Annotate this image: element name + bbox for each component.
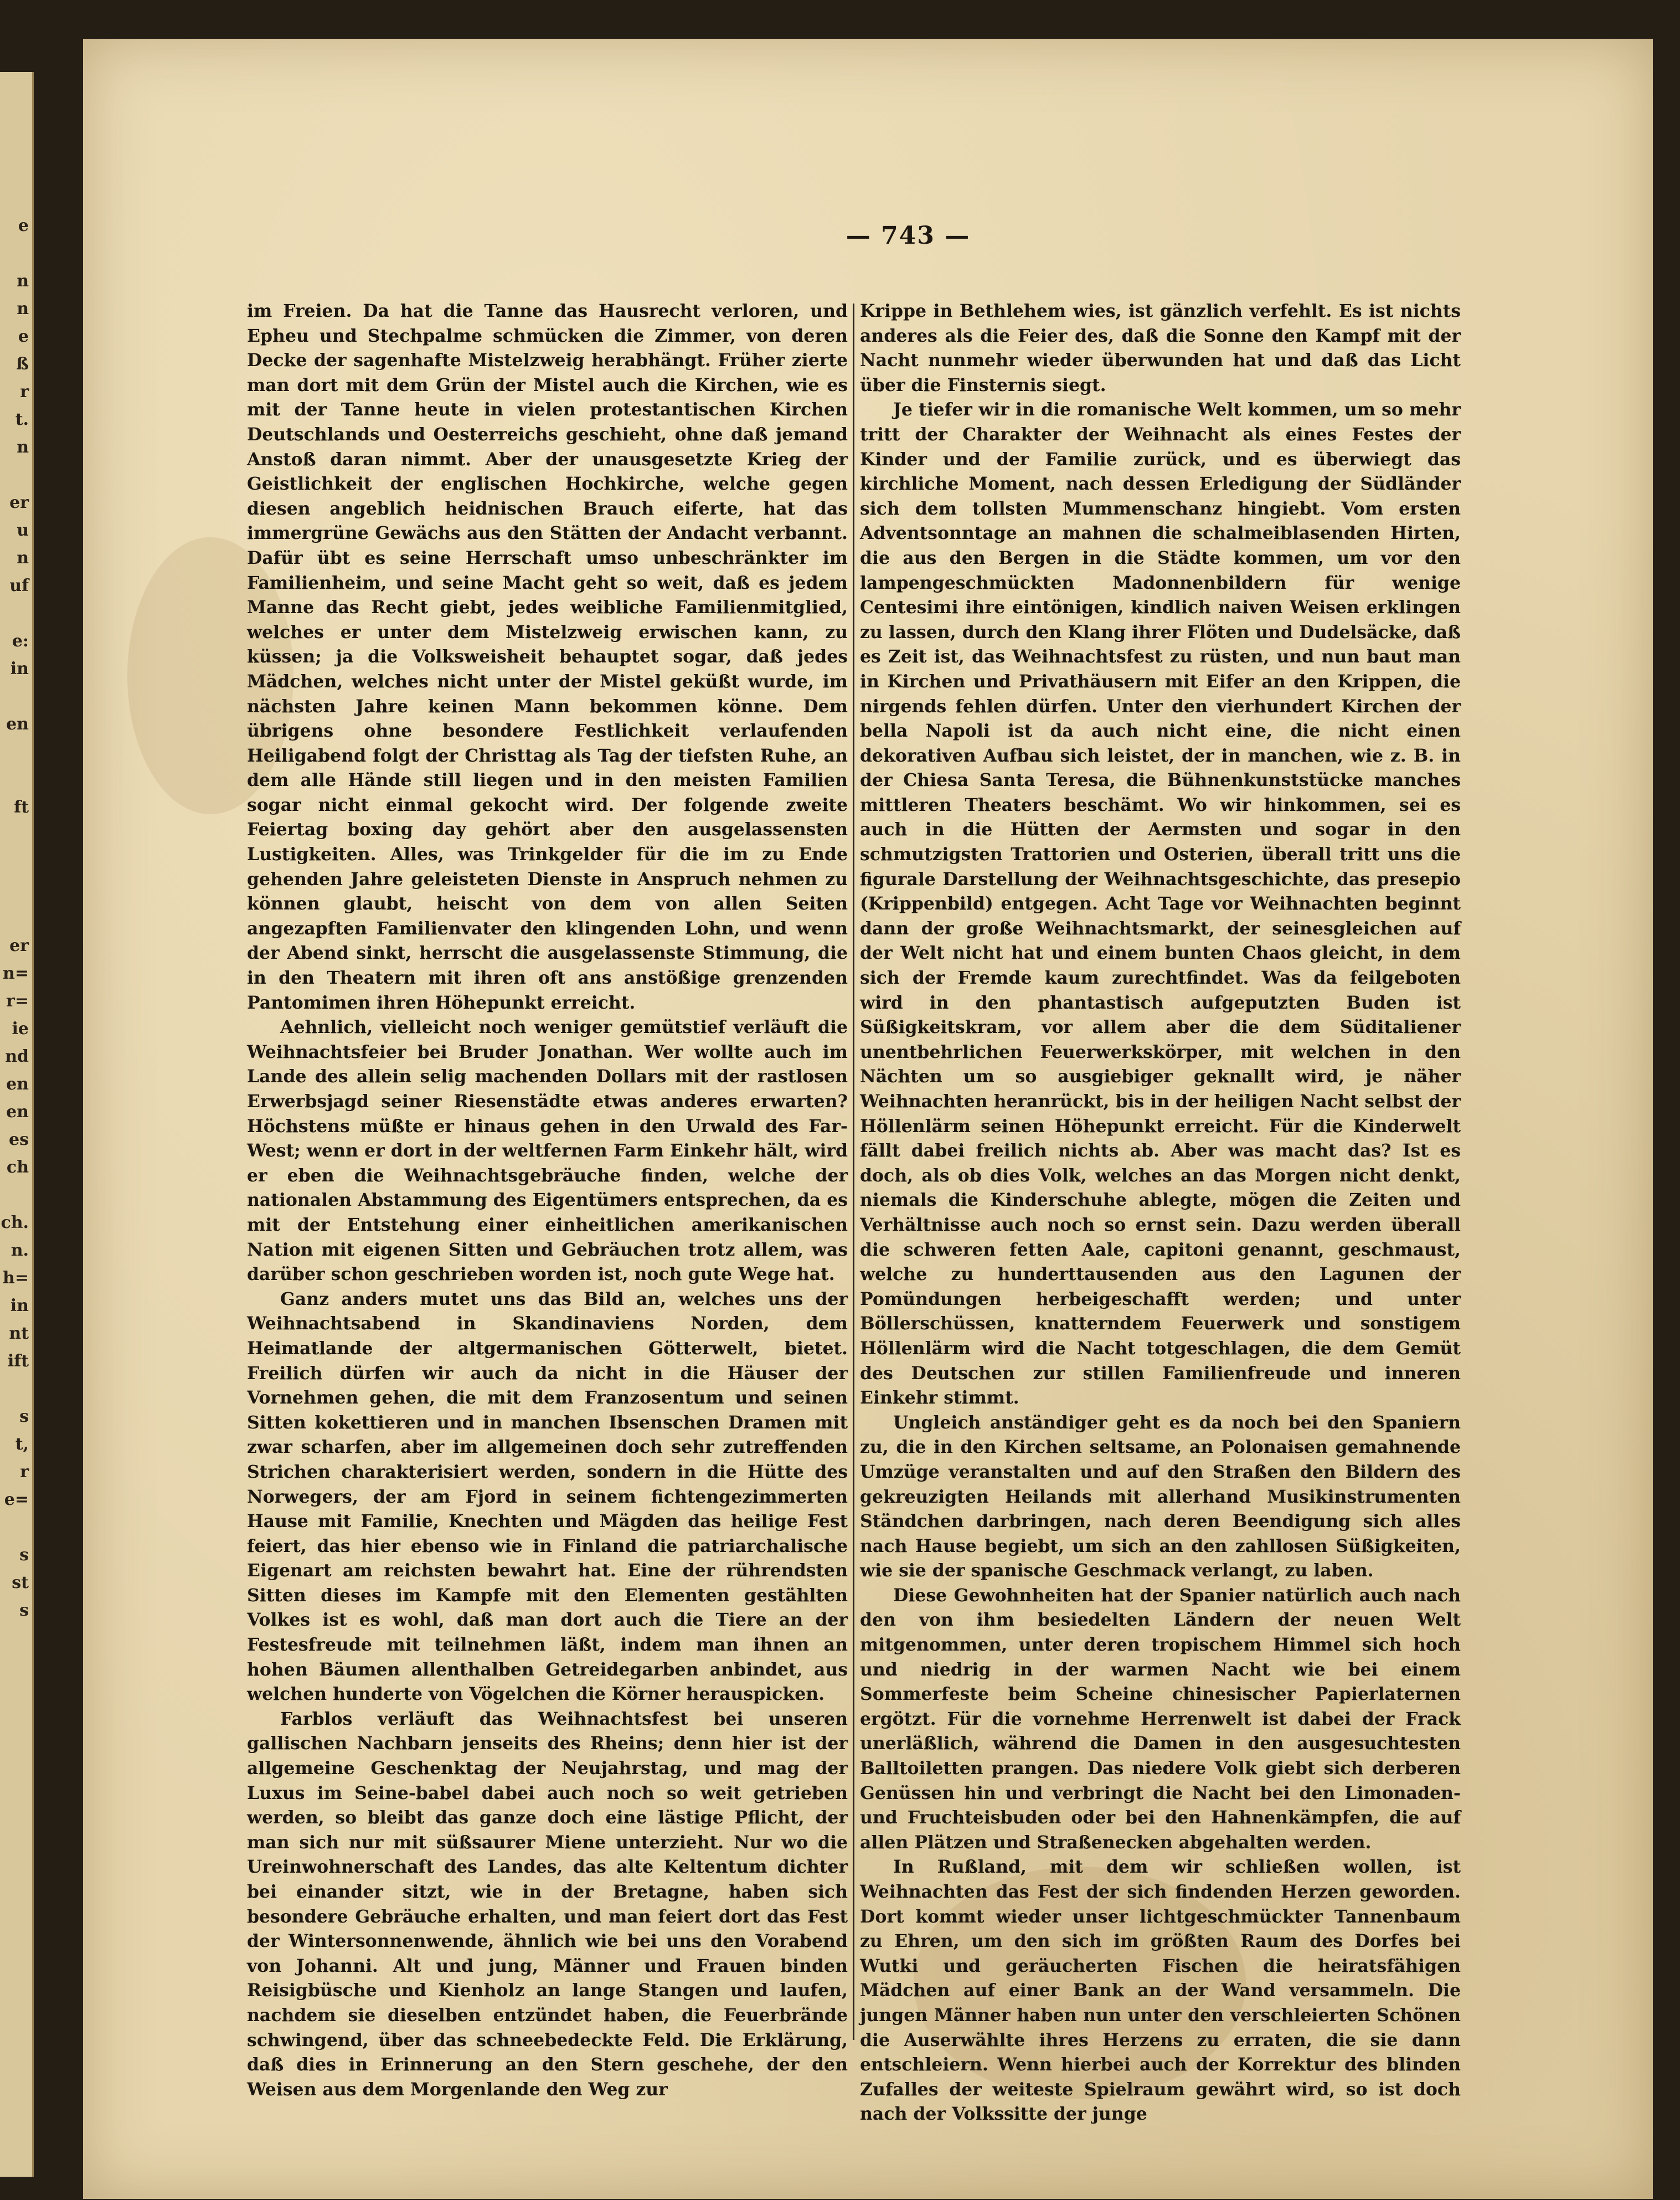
previous-page-text-fragment: u xyxy=(17,521,29,540)
paragraph: Aehnlich, vielleicht noch weniger gemütstief verläuft die Weihnachtsfeier bei Bruder Jonathan. Wer wollte auch im Lande des allein selig machenden Dollars mit der rastlosen Erwerbsjagd seiner Riesenstädte etwas anderes erwarten? Höchstens müßte er hinaus gehen in den Urwald des Far-West; wenn er dort in der weltfernen Farm Einkehr hält, wird er eben die Weihnachtsgebräuche finden, welche der nationalen Abstammung des Eigentümers entsprechen, da es mit der Entstehung einer einheitlichen amerikanischen Nation mit eigenen Sitten und Gebräuchen trotz allem, was darüber schon geschrieben worden ist, noch gute Wege hat. xyxy=(247,1017,848,1285)
previous-page-text-fragment: n xyxy=(17,548,29,568)
previous-page-text-fragment: s xyxy=(19,1545,29,1565)
previous-page-text-fragment: r xyxy=(20,382,29,402)
paragraph: Diese Gewohnheiten hat der Spanier natürlich auch nach den von ihm besiedelten Ländern der neuen Welt mitgenommen, unter deren tropischem Himmel sich hoch und niedrig in der warmen Nacht wie bei einem Sommerfeste beim Scheine chinesischer Papierlaternen ergötzt. Für die vornehme Herrenwelt ist dabei der Frack unerläßlich, während die Damen in den ausgesuchtesten Balltoiletten prangen. Das niedere Volk giebt sich derberen Genüssen hin und verbringt die Nacht bei den Limonaden- und Fruchteisbuden oder bei den Hahnenkämpfen, die auf allen Plätzen und Straßenecken abgehalten werden. xyxy=(860,1585,1461,1853)
previous-page-text-fragment: er xyxy=(9,936,29,955)
previous-page-text-fragment: t, xyxy=(15,1435,29,1454)
paragraph: im Freien. Da hat die Tanne das Hausrecht verloren, und Epheu und Stechpalme schmücken die Zimmer, von deren Decke der sagenhafte Mistelzweig herabhängt. Früher zierte man dort mit dem Grün der Mistel auch die Kirchen, wie es mit der Tanne heute in vielen protestantischen Kirchen Deutschlands und Oesterreichs geschieht, ohne daß jemand Anstoß daran nimmt. Aber der unausgesetzte Krieg der Geistlichkeit der englischen Hochkirche, welche gegen diesen angeblich heidnischen Brauch eiferte, hat das immergrüne Gewächs aus den Stätten der Andacht verbannt. Dafür übt es seine Herrschaft umso unbeschränkter im Familienheim, und seine Macht geht so weit, daß es jedem Manne das Recht giebt, jedes weibliche Familienmitglied, welches er unter dem Mistelzweig erwischen kann, zu küssen; ja die Volksweisheit behauptet sogar, daß jedes Mädchen, welches nicht unter der Mistel geküßt wurde, im nächsten Jahre keinen Mann bekommen könne. Dem übrigens ohne besondere Festlichkeit verlaufenden Heiligabend folgt der Christtag als Tag der tiefsten Ruhe, an dem alle Hände still liegen und in den meisten Familien sogar nicht einmal gekocht wird. Der folgende zweite Feiertag boxing day gehört aber den ausgelassensten Lustigkeiten. Alles, was Trinkgelder für die im zu Ende gehenden Jahre geleisteten Dienste in Anspruch nehmen zu können glaubt, heischt von dem von allen Seiten angezapften Familienvater den klingenden Lohn, und wenn der Abend sinkt, herrscht die ausgelassenste Stimmung, die in den Theatern mit ihren oft ans anstößige grenzenden Pantomimen ihren Höhepunkt erreicht. xyxy=(247,301,848,1013)
previous-page-text-fragment: t. xyxy=(15,410,29,429)
previous-page-text-fragment: uf xyxy=(9,576,29,595)
previous-page-text-fragment: n xyxy=(17,438,29,457)
previous-page-text-fragment: ift xyxy=(7,1351,29,1371)
previous-page-text-fragment: ch. xyxy=(1,1213,29,1232)
previous-page-text-fragment: en xyxy=(6,715,29,734)
previous-page-text-fragment: e= xyxy=(4,1490,29,1509)
previous-page-text-fragment: n. xyxy=(11,1241,29,1260)
previous-page-text-fragment: ch xyxy=(6,1158,29,1177)
previous-page-text-fragment: e xyxy=(18,327,29,346)
previous-page-text-fragment: n= xyxy=(3,964,29,983)
previous-page-text-fragment: r xyxy=(20,1462,29,1482)
column-divider xyxy=(853,304,854,2040)
previous-page-text-fragment: n xyxy=(17,299,29,318)
previous-page-text-fragment: er xyxy=(9,493,29,512)
previous-page-text-fragment: en xyxy=(6,1102,29,1122)
newspaper-page xyxy=(83,39,1653,2199)
previous-page-text-fragment: ß xyxy=(16,354,29,374)
paragraph: Ganz anders mutet uns das Bild an, welches uns der Weihnachtsabend in Skandinaviens Norden, dem Heimatlande der altgermanischen Götterwelt, bietet. Freilich dürfen wir auch da nicht in die Häuser der Vornehmen gehen, die mit dem Franzosentum und seinen Sitten kokettieren und in manchen Ibsenschen Dramen mit zwar scharfen, aber im allgemeinen doch sehr zutreffenden Strichen charakterisiert werden, sondern in die Hütte des Norwegers, der am Fjord in seinem fichtengezimmerten Hause mit Familie, Knechten und Mägden das heilige Fest feiert, das hier ebenso wie in Finland die patriarchalische Eigenart am reichsten bewahrt hat. Eine der rührendsten Sitten dieses im Kampfe mit den Elementen gestählten Volkes ist es wohl, daß man dort auch die Tiere an der Festesfreude mit teilnehmen läßt, indem man ihnen an hohen Bäumen allenthalben Getreidegarben anbindet, aus welchen hunderte von Vögelchen die Körner herauspicken. xyxy=(247,1288,848,1705)
previous-page-edge xyxy=(0,72,34,2177)
left-text-column xyxy=(247,299,848,2102)
previous-page-text-fragment: e: xyxy=(12,631,29,651)
previous-page-text-fragment: in xyxy=(10,1296,29,1315)
previous-page-text-fragment: s xyxy=(19,1407,29,1426)
previous-page-text-fragment: en xyxy=(6,1075,29,1094)
paragraph: In Rußland, mit dem wir schließen wollen, ist Weihnachten das Fest der sich findenden Herzen geworden. Dort kommt wieder unser lichtgeschmückter Tannenbaum zu Ehren, um den sich im größten Raum des Dorfes bei Wutki und geräucherten Fischen die heiratsfähigen Mädchen auf einer Bank an der Wand versammeln. Die jungen Männer haben nun unter den verschleierten Schönen die Auserwählte ihres Herzens zu erraten, die sie dann entschleiern. Wenn hierbei auch der Korrektur des blinden Zufalles der weiteste Spielraum gewährt wird, so ist doch nach der Volkssitte der junge xyxy=(860,1857,1461,2125)
previous-page-text-fragment: n xyxy=(17,271,29,291)
previous-page-text-fragment: ft xyxy=(14,798,29,817)
previous-page-text-fragment: st xyxy=(12,1573,29,1592)
paragraph: Krippe in Bethlehem wies, ist gänzlich verfehlt. Es ist nichts anderes als die Feier des, daß die Sonne den Kampf mit der Nacht nunmehr wieder überwunden hat und daß das Licht über die Finsternis siegt. xyxy=(860,301,1461,395)
previous-page-text-fragment: nd xyxy=(5,1047,29,1066)
page-number: — 743 — xyxy=(846,222,971,250)
previous-page-text-fragment: e xyxy=(18,216,29,235)
previous-page-text-fragment: r= xyxy=(6,991,29,1011)
previous-page-text-fragment: in xyxy=(10,659,29,678)
previous-page-text-fragment: s xyxy=(19,1601,29,1620)
paragraph: Je tiefer wir in die romanische Welt kommen, um so mehr tritt der Charakter der Weihnacht als eines Festes der Kinder und der Familie zurück, und es überwiegt das kirchliche Moment, nach dessen Erledigung der Südländer sich dem tollsten Mummenschanz hingiebt. Vom ersten Adventsonntage an mahnen die schalmeiblasenden Hirten, die aus den Bergen in die Städte kommen, um vor den lampengeschmückten Madonnenbildern für wenige Centesimi ihre eintönigen, kindlich naiven Weisen erklingen zu lassen, durch den Klang ihrer Flöten und Dudelsäcke, daß es Zeit ist, das Weihnachtsfest zu rüsten, und nun baut man in Kirchen und Privathäusern mit Eifer an den Krippen, die nirgends fehlen dürfen. Unter den vierhundert Kirchen der bella Napoli ist da auch nicht eine, die nicht einen dekorativen Aufbau sich leistet, der in manchen, wie z. B. in der Chiesa Santa Teresa, die Bühnenkunststücke manches mittleren Theaters beschämt. Wo wir hinkommen, sei es auch in die Hütten der Aermsten und sogar in den schmutzigsten Trattorien und Osterien, überall tritt uns die figurale Darstellung der Weihnachtsgeschichte, das presepio (Krippenbild) entgegen. Acht Tage vor Weihnachten beginnt dann der große Weihnachtsmarkt, der seinesgleichen auf der Welt nicht hat und einem bunten Chaos gleicht, in dem sich der Fremde kaum zurechtfindet. Was da feilgeboten wird in den phantastisch aufgeputzten Buden ist Süßigkeitskram, vor allem aber die dem Süditaliener unentbehrlichen Feuerwerkskörper, mit welchen in den Nächten um so ausgiebiger geknallt wird, je näher Weihnachten heranrückt, bis in der heiligen Nacht selbst der Höllenlärm seinen Höhepunkt erreicht. Für die Kinderwelt fällt dabei freilich nichts ab. Aber was macht das? Ist es doch, als ob dies Volk, welches an das Morgen nicht denkt, niemals die Kinderschuhe ablegte, mögen die Zeiten und Verhältnisse auch noch so ernst sein. Dazu werden überall die schweren fetten Aale, capitoni genannt, geschmaust, welche zu hunderttausenden aus den Lagunen der Pomündungen herbeigeschafft werden; und unter Böllerschüssen, knatterndem Feuerwerk und sonstigem Höllenlärm wird die Nacht totgeschlagen, die dem Gemüt des Deutschen zur stillen Familienfreude und inneren Einkehr stimmt. xyxy=(860,399,1461,1409)
paragraph: Farblos verläuft das Weihnachtsfest bei unseren gallischen Nachbarn jenseits des Rheins; denn hier ist der allgemeine Geschenktag der Neujahrstag, und mag der Luxus im Seine-babel dabei auch noch so weit getrieben werden, so bleibt das ganze doch eine lästige Pflicht, der man sich nur mit süßsaurer Miene unterzieht. Nur wo die Ureinwohnerschaft des Landes, das alte Keltentum dichter bei einander sitzt, wie in der Bretagne, haben sich besondere Gebräuche erhalten, und man feiert dort das Fest der Wintersonnenwende, ähnlich wie bei uns den Vorabend von Johanni. Alt und jung, Männer und Frauen binden Reisigbüsche und Kienholz an lange Stangen und laufen, nachdem sie dieselben entzündet haben, die Feuerbrände schwingend, über das schneebedeckte Feld. Die Erklärung, daß dies in Erinnerung an den Stern geschehe, der den Weisen aus dem Morgenlande den Weg zur xyxy=(247,1708,848,2100)
paragraph: Ungleich anständiger geht es da noch bei den Spaniern zu, die in den Kirchen seltsame, an Polonaisen gemahnende Umzüge veranstalten und auf den Straßen den Bildern des gekreuzigten Heilands mit allerhand Musikinstrumenten Ständchen darbringen, nach deren Beendigung sich alles nach Hause begiebt, um sich an den zahllosen Süßigkeiten, wie sie der spanische Geschmack verlangt, zu laben. xyxy=(860,1412,1461,1581)
right-text-column xyxy=(860,299,1461,2127)
previous-page-text-fragment: nt xyxy=(9,1324,29,1343)
previous-page-text-fragment: h= xyxy=(3,1268,29,1288)
previous-page-text-fragment: es xyxy=(9,1130,29,1149)
previous-page-text-fragment: ie xyxy=(12,1019,29,1039)
